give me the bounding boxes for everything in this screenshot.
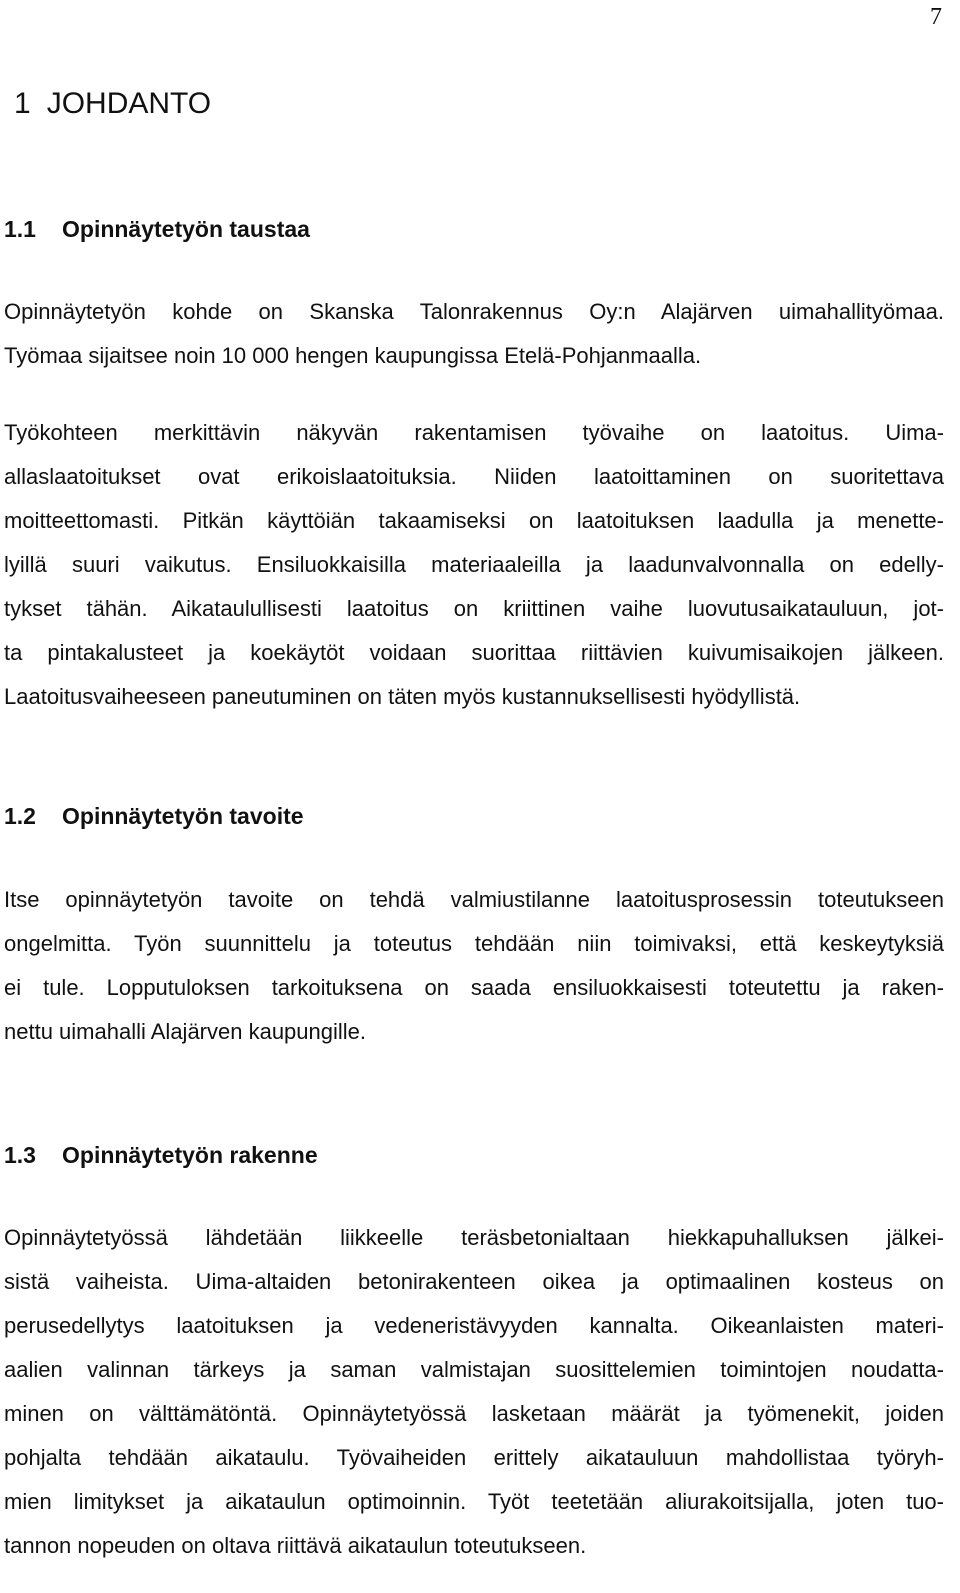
text-line: nettu uimahalli Alajärven kaupungille. [4, 1019, 367, 1044]
text-line: tykset tähän. Aikataulullisesti laatoitus on kriittinen vaihe luovutusaikatauluun, jot- [4, 596, 944, 621]
section-heading-1-1 [4, 213, 310, 245]
text-line: ongelmitta. Työn suunnittelu ja toteutus tehdään niin toimivaksi, että keskeytyksiä [4, 931, 944, 956]
text-line: mien limitykset ja aikataulun optimoinnin. Työt teetetään aliurakoitsijalla, joten tuo- [4, 1489, 944, 1514]
paragraph-1-1-b [4, 411, 944, 719]
text-line: aalien valinnan tärkeys ja saman valmistajan suosittelemien toimintojen noudatta- [4, 1357, 944, 1382]
text-line: Työkohteen merkittävin näkyvän rakentamisen työvaihe on laatoitus. Uima- [4, 420, 944, 445]
chapter-title [14, 84, 211, 124]
text-line: moitteettomasti. Pitkän käyttöiän takaamiseksi on laatoituksen laadulla ja menette- [4, 508, 944, 533]
section-heading-1-2 [4, 800, 304, 832]
text-line: minen on välttämätöntä. Opinnäytetyössä lasketaan määrät ja työmenekit, joiden [4, 1401, 944, 1426]
text-line: sistä vaiheista. Uima-altaiden betonirakenteen oikea ja optimaalinen kosteus on [4, 1269, 944, 1294]
text-line: Laatoitusvaiheeseen paneutuminen on täten myös kustannuksellisesti hyödyllistä. [4, 684, 801, 709]
text-line: Itse opinnäytetyön tavoite on tehdä valmiustilanne laatoitusprosessin toteutukseen [4, 887, 944, 912]
text-line: allaslaatoitukset ovat erikoislaatoituksia. Niiden laatoittaminen on suoritettava [4, 464, 944, 489]
text-line: tannon nopeuden on oltava riittävä aikataulun toteutukseen. [4, 1533, 587, 1558]
text-line: perusedellytys laatoituksen ja vedeneristävyyden kannalta. Oikeanlaisten materi- [4, 1313, 944, 1338]
chapter-number: 1 [14, 87, 31, 120]
page-number: 7 [930, 4, 942, 30]
text-line: Työmaa sijaitsee noin 10 000 hengen kaupungissa Etelä-Pohjanmaalla. [4, 343, 702, 368]
text-line: Opinnäytetyössä lähdetään liikkeelle teräsbetonialtaan hiekkapuhalluksen jälkei- [4, 1225, 944, 1250]
section-number: 1.2 [4, 803, 36, 829]
section-title-text: Opinnäytetyön tavoite [62, 803, 304, 829]
text-line: lyillä suuri vaikutus. Ensiluokkaisilla materiaaleilla ja laadunvalvonnalla on edelly- [4, 552, 944, 577]
text-line: pohjalta tehdään aikataulu. Työvaiheiden erittely aikatauluun mahdollistaa työryh- [4, 1445, 944, 1470]
paragraph-1-1-a [4, 290, 944, 378]
text-line: ta pintakalusteet ja koekäytöt voidaan suorittaa riittävien kuivumisaikojen jälkeen. [4, 640, 944, 665]
section-heading-1-3 [4, 1139, 318, 1171]
paragraph-1-2 [4, 878, 944, 1054]
chapter-title-text: JOHDANTO [46, 87, 212, 120]
section-number: 1.1 [4, 216, 36, 242]
text-line: Opinnäytetyön kohde on Skanska Talonrakennus Oy:n Alajärven uimahallityömaa. [4, 299, 944, 324]
paragraph-1-3 [4, 1216, 944, 1568]
section-title-text: Opinnäytetyön rakenne [62, 1142, 318, 1168]
section-title-text: Opinnäytetyön taustaa [62, 216, 310, 242]
text-line: ei tule. Lopputuloksen tarkoituksena on saada ensiluokkaisesti toteutettu ja raken- [4, 975, 944, 1000]
section-number: 1.3 [4, 1142, 36, 1168]
